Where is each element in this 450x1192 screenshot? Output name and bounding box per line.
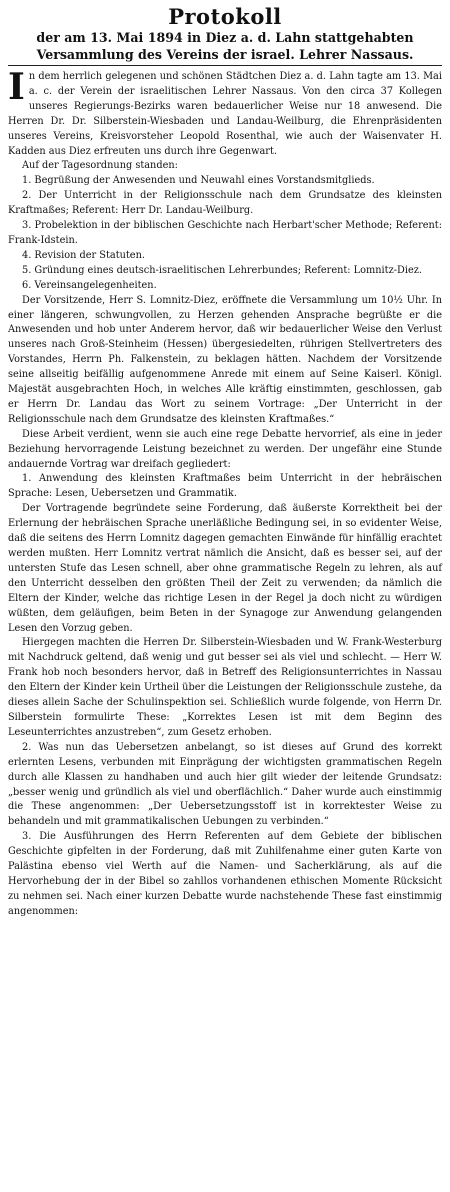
paragraph-list <box>8 159 442 919</box>
body-paragraph: Diese Arbeit verdient, wenn sie auch eine rege Debatte hervorrief, als eine in jeder Beziehung hervorragende Leistung bezeichnet zu werden. Der ungefähr eine Stunde andauernde Vortrag war dreifach gegliedert: <box>8 428 442 470</box>
body-paragraph: 6. Vereinsangelegenheiten. <box>22 279 157 291</box>
body-paragraph: 1. Anwendung des kleinsten Kraftmaßes beim Unterricht in der hebräischen Sprache: Lesen, Uebersetzen und Grammatik. <box>8 473 442 500</box>
body-paragraph: 2. Was nun das Uebersetzen anbelangt, so ist dieses auf Grund des korrekt erlernten Lesens, verbunden mit Einprägung der wichtigsten grammatischen Regeln durch alle Klassen zu handhaben und auch hier gilt wieder der leitende Grundsatz: „besser wenig und gründlich als viel und oberflächlich.“ Daher wurde auch einstimmig die These angenommen: „Der Uebersetzungsstoff ist in korrektester Weise zu behandeln und mit grammatikalischen Uebungen zu verbinden.“ <box>8 741 442 828</box>
body-paragraph: Der Vorsitzende, Herr S. Lomnitz-Diez, eröffnete die Versammlung um 10½ Uhr. In einer längeren, schwungvollen, zu Herzen gehenden Ansprache begrüßte er die Anwesenden und hob unter Anderem hervor, daß wir bedauerlicher Weise den Verlust unseres nach Groß-Steinheim (Hessen) übergesiedelten, rührigen Stellvertreters des Vorstandes, Herrn Ph. Falkenstein, zu beklagen hätten. Nachdem der Vorsitzende seine allseitig beifällig aufgenommene Anrede mit einem auf Seine Kaiserl. Königl. Majestät ausgebrachten Hoch, in welches Alle kräftig einstimmten, geschlossen, gab er Herrn Dr. Landau das Wort zu seinem Vortrage: „Der Unterricht in der Religionsschule nach dem Grundsatze des kleinsten Kraftmaßes.“ <box>8 294 442 425</box>
title-divider <box>8 65 442 66</box>
drop-cap: I <box>8 66 25 108</box>
article-body <box>8 66 442 920</box>
page-title: Protokoll <box>168 4 282 29</box>
body-paragraph: 5. Gründung eines deutsch-israelitischen Lehrerbundes; Referent: Lomnitz-Diez. <box>22 264 422 276</box>
subtitle-line-1: der am 13. Mai 1894 in Diez a. d. Lahn stattgehabten <box>36 30 414 45</box>
subtitle-line-2: Versammlung des Vereins der israel. Lehrer Nassaus. <box>36 47 414 62</box>
body-paragraph: 1. Begrüßung der Anwesenden und Neuwahl eines Vorstandsmitglieds. <box>22 175 375 187</box>
intro-text: n dem herrlich gelegenen und schönen Städtchen Diez a. d. Lahn tagte am 13. Mai a. c. der Verein der israelitischen Lehrer Nassaus. Von den circa 37 Kollegen unseres Regierungs-Bezirks waren bedauerlicher Weise nur 18 anwesend. Die Herren Dr. Dr. Silberstein-Wiesbaden und Landau-Weilburg, die Ehrenpräsidenten unseres Vereins, Kreisvorsteher Leopold Rosenthal, wie auch der Waisenvater H. Kadden aus Diez erfreuten uns durch ihre Gegenwart. <box>8 71 442 157</box>
body-paragraph: 3. Die Ausführungen des Herrn Referenten auf dem Gebiete der biblischen Geschichte gipfelten in der Forderung, daß mit Zuhilfenahme einer guten Karte von Palästina ebenso viel Werth auf die Namen- und Sacherklärung, als auf die Hervorhebung der in der Bibel so zahllos vorhandenen ethischen Momente Rücksicht zu nehmen sei. Nach einer kurzen Debatte wurde nachstehende These fast einstimmig angenommen: <box>8 831 442 917</box>
body-paragraph: Auf der Tagesordnung standen: <box>22 160 178 172</box>
body-paragraph: Der Vortragende begründete seine Forderung, daß äußerste Korrektheit bei der Erlernung der hebräischen Sprache unerläßliche Bedingung sei, in so evidenter Weise, daß die seitens des Herrn Lomnitz dagegen gemachten Einwände für hinfällig erachtet werden mußten. Herr Lomnitz vertrat nämlich die Ansicht, daß es besser sei, auf der untersten Stufe das Lesen schnell, aber ohne grammatische Regeln zu lehren, als auf den Unterricht desselben den größten Theil der Zeit zu verwenden; da nämlich die Eltern der Kinder, welche das richtige Lesen in der Regel ja doch nicht zu würdigen wüßten, dem geläufigen, beim Beten in der Synagoge zur Anwendung gelangenden Lesen den Vorzug geben. <box>8 503 442 634</box>
body-paragraph: 2. Der Unterricht in der Religionsschule nach dem Grundsatze des kleinsten Kraftmaßes; Referent: Herr Dr. Landau-Weilburg. <box>8 190 442 217</box>
body-paragraph: 4. Revision der Statuten. <box>22 249 145 261</box>
intro-paragraph <box>8 66 442 159</box>
body-paragraph: Hiergegen machten die Herren Dr. Silberstein-Wiesbaden und W. Frank-Westerburg mit Nachdruck geltend, daß wenig und gut besser sei als viel und schlecht. — Herr W. Frank hob noch besonders hervor, daß in Betreff des Religionsunterrichtes in Nassau den Eltern der Kinder kein Urtheil über die Leistungen der Religionsschule zustehe, da dieses allein Sache der Schulinspektion sei. Schließlich wurde folgende, von Herrn Dr. Silberstein formulirte These: „Korrektes Lesen ist mit dem Beginn des Leseunterrichtes anzustreben“, zum Gesetz erhoben. <box>8 637 442 738</box>
body-paragraph: 3. Probelektion in der biblischen Geschichte nach Herbart'scher Methode; Referent: Frank-Idstein. <box>8 220 442 246</box>
